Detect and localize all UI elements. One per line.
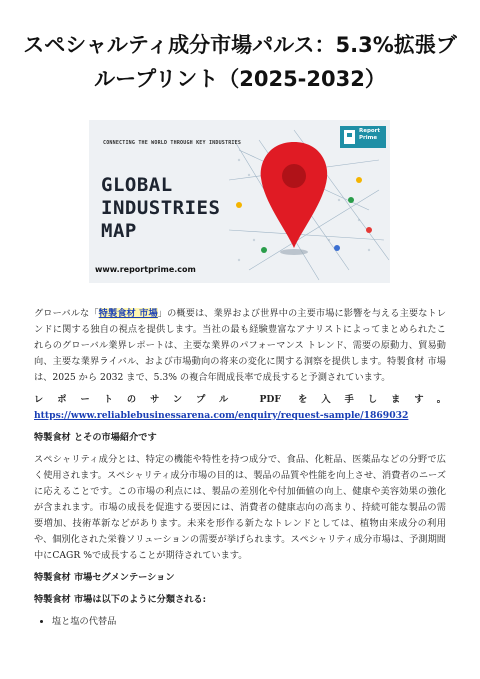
sample-link[interactable]: https://www.reliablebusinessarena.com/enquiry/request-sample/1869032 <box>34 410 409 421</box>
page-title: スペシャルティ成分市場パルス：5.3%拡張ブループリント（2025-2032） <box>23 33 457 91</box>
intro-after: 」の概要は、業界および世界中の主要市場に影響を与える主要なトレンドに関する独自の視点を提供します。当社の最も経験豊富なアナリストによってまとめられたこれらのグローバル業界レポートは、主要な業界のパフォーマンス トレンド、需要の原動力、貿易動向、主要な業界ライバル、および市場動向の将来の変化に関する洞察を提供します。特製食材 市場は、2025 から 2032 まで、5.3% の複合年間成長率で成長すると予測されています。 <box>34 308 447 383</box>
banner-tagline: CONNECTING THE WORLD THROUGH KEY INDUSTRIES <box>103 140 242 146</box>
banner-image <box>89 120 390 283</box>
section-intro-text: スペシャリティ成分とは、特定の機能や特性を持つ成分で、食品、化粧品、医薬品などの分野で広く使用されます。スペシャリティ成分市場の目的は、製品の品質や性能を向上させ、消費者のニーズに応えることです。この市場の利点には、製品の差別化や付加価値の向上、健康や美容効果の強化が含まれます。市場の成長を促進する要因には、消費者の健康志向の高まり、持続可能な製品の需要増加、技術革新などがあります。未来を形作る新たなトレンドとしては、植物由来成分の利用や、個別化された栄養ソリューションの需要が挙げられます。スペシャリティ成分市場は、予測期間中にCAGR %で成長することが期待されています。 <box>34 454 446 561</box>
banner-line-global: GLOBAL <box>101 174 173 196</box>
logo-line-1: Report <box>359 128 381 134</box>
banner-line-industries: INDUSTRIES <box>101 197 221 219</box>
banner-line-map: MAP <box>101 220 137 242</box>
list-item: • 塩と塩の代替品 <box>52 614 446 630</box>
segmentation-subheading: 特製食材 市場は以下のように分類される: <box>34 594 206 605</box>
sample-paragraph <box>34 392 446 424</box>
report-prime-logo <box>359 128 380 142</box>
logo-line-2: Prime <box>359 135 378 141</box>
article-body <box>34 306 446 630</box>
section-heading-segmentation: 特製食材 市場セグメンテーション <box>34 572 175 583</box>
intro-paragraph <box>34 306 446 386</box>
section-heading-intro: 特製食材 とその市場紹介です <box>34 432 157 443</box>
intro-before: グローバルな「 <box>34 308 99 319</box>
sample-label: レポートのサンプル PDF を入手します。 <box>34 394 446 405</box>
segment-list <box>34 614 446 630</box>
banner-url: www.reportprime.com <box>95 265 196 274</box>
market-keyword-link[interactable]: 特製食材 市場 <box>98 308 158 319</box>
